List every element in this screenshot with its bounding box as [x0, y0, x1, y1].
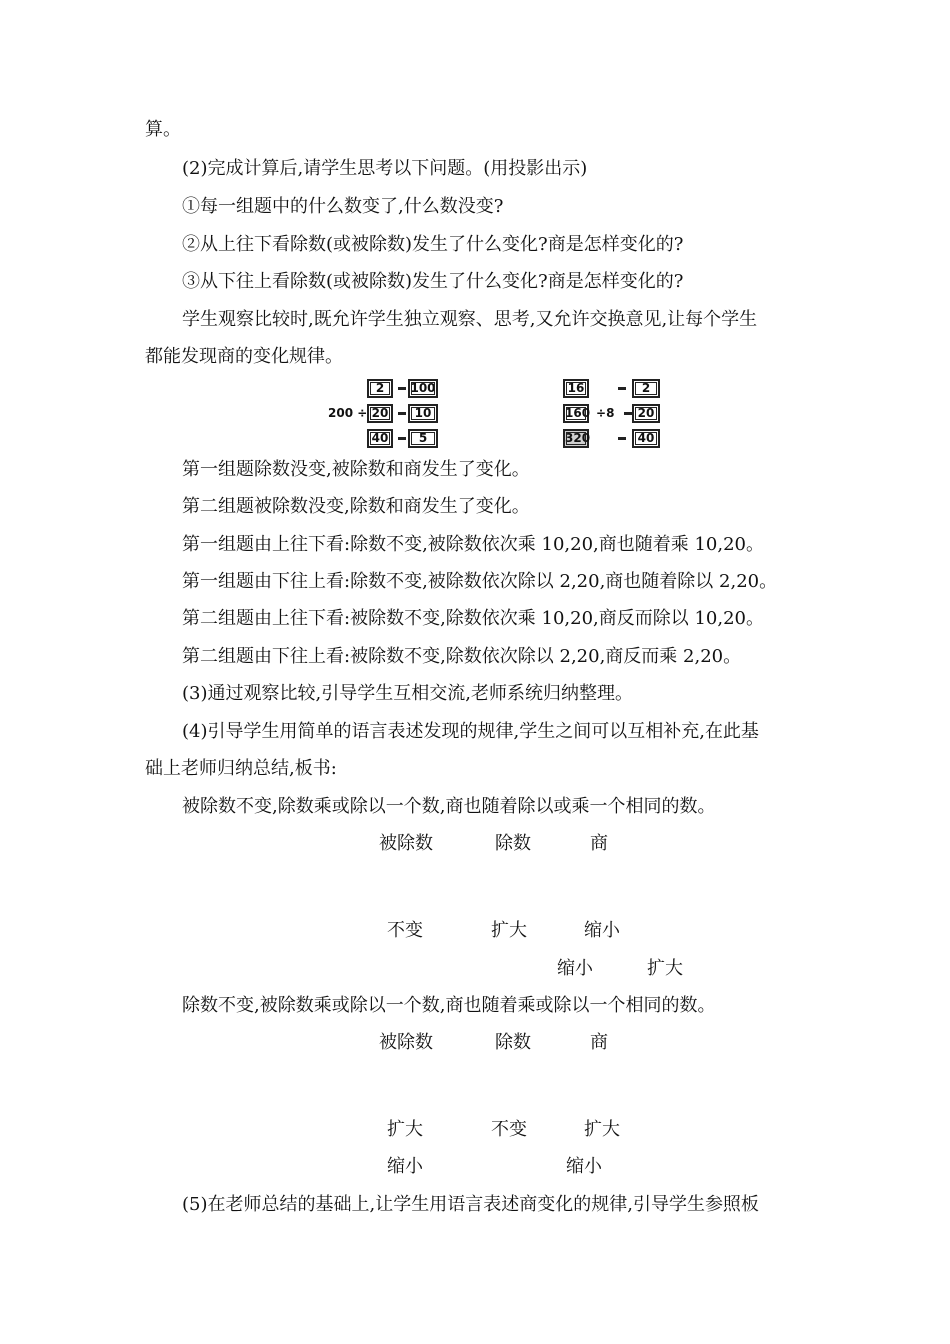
- paragraph-line: 础上老师归纳总结,板书:: [145, 758, 337, 779]
- divisor-box: 20: [367, 404, 393, 423]
- quotient-box: 40: [632, 429, 660, 448]
- board-cell: 不变: [491, 1119, 527, 1140]
- board-cell: 缩小: [387, 1156, 423, 1177]
- board-cell: 扩大: [491, 920, 527, 941]
- quotient-box: 5: [408, 429, 438, 448]
- paragraph-line: 算。: [145, 119, 181, 140]
- quotient-box: 100: [408, 379, 438, 398]
- quotient-box: 20: [632, 404, 660, 423]
- paragraph-line: 学生观察比较时,既允许学生独立观察、思考,又允许交换意见,让每个学生: [182, 309, 758, 330]
- board-header: 商: [590, 833, 608, 854]
- paragraph-line: 都能发现商的变化规律。: [145, 346, 343, 367]
- equals-mark: [618, 437, 626, 440]
- board-cell: 扩大: [647, 958, 683, 979]
- quotient-box: 2: [632, 379, 660, 398]
- dividend-box: 160: [563, 404, 589, 423]
- board-cell: 缩小: [584, 920, 620, 941]
- question-1: ①每一组题中的什么数变了,什么数没变?: [182, 196, 504, 217]
- equals-mark: [624, 412, 632, 415]
- question-3: ③从下往上看除数(或被除数)发生了什么变化?商是怎样变化的?: [182, 271, 684, 292]
- board-header: 除数: [495, 833, 531, 854]
- paragraph-line: 第一组题由下往上看:除数不变,被除数依次除以 2,20,商也随着除以 2,20。: [182, 571, 778, 592]
- board-cell: 缩小: [566, 1156, 602, 1177]
- divisor-box: 2: [367, 379, 393, 398]
- board-header: 除数: [495, 1032, 531, 1053]
- dividend-label: 200 ÷: [328, 406, 368, 420]
- board-header: 被除数: [379, 833, 433, 854]
- quotient-box: 10: [408, 404, 438, 423]
- paragraph-line: 第一组题除数没变,被除数和商发生了变化。: [182, 459, 530, 480]
- paragraph-line: 第二组题由下往上看:被除数不变,除数依次除以 2,20,商反而乘 2,20。: [182, 646, 742, 667]
- paragraph-line: (4)引导学生用简单的语言表述发现的规律,学生之间可以互相补充,在此基: [182, 721, 759, 742]
- paragraph-line: 第一组题由上往下看:除数不变,被除数依次乘 10,20,商也随着乘 10,20。: [182, 534, 765, 555]
- equals-mark: [398, 412, 406, 415]
- paragraph-line: (3)通过观察比较,引导学生互相交流,老师系统归纳整理。: [182, 683, 633, 704]
- dividend-box: 16: [563, 379, 589, 398]
- paragraph-line: 第二组题被除数没变,除数和商发生了变化。: [182, 496, 530, 517]
- question-2: ②从上往下看除数(或被除数)发生了什么变化?商是怎样变化的?: [182, 234, 684, 255]
- equals-mark: [398, 437, 406, 440]
- board-cell: 缩小: [557, 958, 593, 979]
- paragraph-line: 第二组题由上往下看:被除数不变,除数依次乘 10,20,商反而除以 10,20。: [182, 608, 765, 629]
- rule-statement: 除数不变,被除数乘或除以一个数,商也随着乘或除以一个相同的数。: [182, 995, 716, 1016]
- board-header: 被除数: [379, 1032, 433, 1053]
- board-cell: 扩大: [584, 1119, 620, 1140]
- equals-mark: [618, 387, 626, 390]
- divisor-box: 40: [367, 429, 393, 448]
- board-cell: 扩大: [387, 1119, 423, 1140]
- paragraph-line: (2)完成计算后,请学生思考以下问题。(用投影出示): [182, 158, 588, 179]
- board-header: 商: [590, 1032, 608, 1053]
- paragraph-line: (5)在老师总结的基础上,让学生用语言表述商变化的规律,引导学生参照板: [182, 1194, 759, 1215]
- rule-statement: 被除数不变,除数乘或除以一个数,商也随着除以或乘一个相同的数。: [182, 796, 716, 817]
- divisor-label: ÷8: [596, 406, 615, 420]
- dividend-box: 320: [563, 429, 589, 448]
- board-cell: 不变: [387, 920, 423, 941]
- equals-mark: [398, 387, 406, 390]
